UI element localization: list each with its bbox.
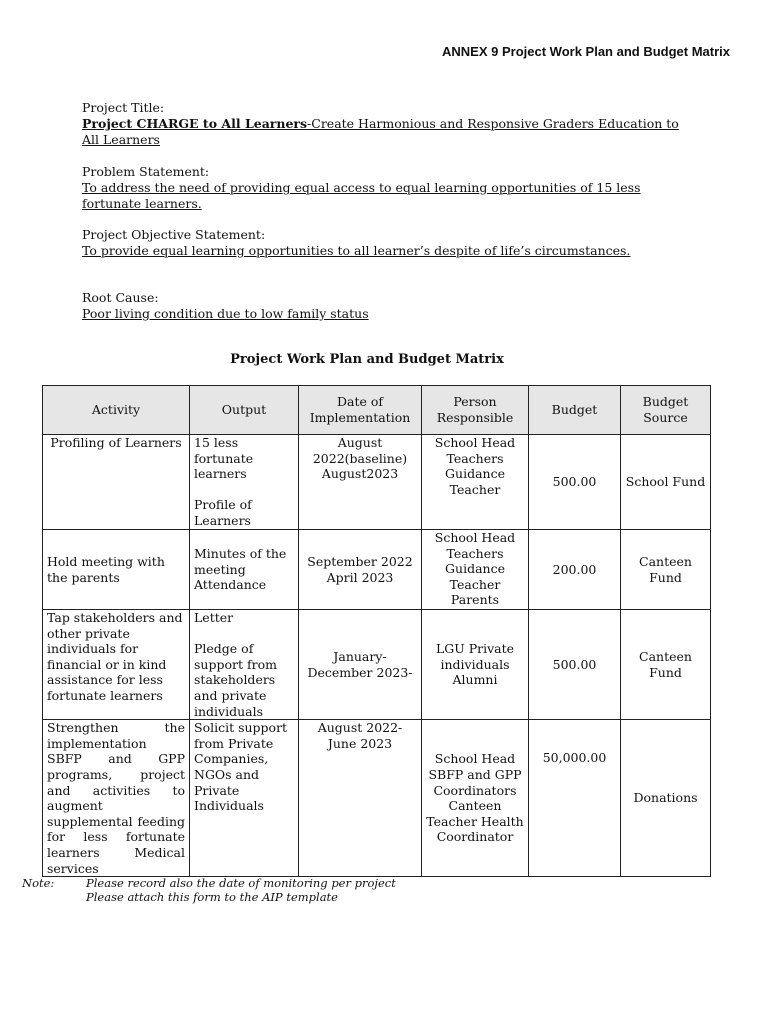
matrix-title: Project Work Plan and Budget Matrix	[230, 352, 504, 367]
header-activity: Activity	[43, 386, 190, 435]
cell-activity: Tap stakeholders and other private individuals for financial or in kind assistance for less fortunate learners	[43, 610, 190, 720]
note-section	[22, 876, 396, 904]
cell-date: August 2022(baseline) August2023	[299, 435, 422, 530]
table-header-row	[43, 386, 711, 435]
cell-output-part: Letter	[194, 610, 234, 625]
note-line-1: Please record also the date of monitoring per project	[86, 876, 396, 890]
root-cause-value: Poor living condition due to low family status	[82, 306, 369, 321]
table-row	[43, 610, 711, 720]
problem-statement-section	[82, 164, 682, 212]
cell-output: Solicit support from Private Companies, NGOs and Private Individuals	[190, 720, 299, 877]
cell-source: School Fund	[621, 435, 711, 530]
cell-output: Minutes of the meeting Attendance	[190, 530, 299, 610]
cell-source: Canteen Fund	[621, 610, 711, 720]
cell-activity: Hold meeting with the parents	[43, 530, 190, 610]
objective-statement-label: Project Objective Statement:	[82, 227, 266, 242]
cell-person: School Head Teachers Guidance Teacher Parents	[422, 530, 529, 610]
header-output: Output	[190, 386, 299, 435]
cell-budget: 50,000.00	[529, 720, 621, 877]
project-title-value	[82, 116, 682, 148]
cell-budget: 500.00	[529, 610, 621, 720]
objective-statement-section	[82, 227, 682, 259]
header-person: Person Responsible	[422, 386, 529, 435]
cell-budget: 500.00	[529, 435, 621, 530]
cell-person: School Head Teachers Guidance Teacher	[422, 435, 529, 530]
note-label: Note:	[22, 876, 55, 890]
cell-person: LGU Private individuals Alumni	[422, 610, 529, 720]
cell-output	[190, 610, 299, 720]
project-title-section	[82, 100, 682, 148]
project-title-label: Project Title:	[82, 100, 165, 115]
cell-date: August 2022- June 2023	[299, 720, 422, 877]
root-cause-label: Root Cause:	[82, 290, 159, 305]
note-line-2: Please attach this form to the AIP template	[86, 890, 338, 904]
cell-output-part: 15 less fortunate learners	[194, 435, 254, 482]
table-row	[43, 720, 711, 877]
cell-source: Canteen Fund	[621, 530, 711, 610]
project-title-bold: Project CHARGE to All Learners	[82, 116, 308, 131]
objective-statement-value: To provide equal learning opportunities to all learner’s despite of life’s circumstances.	[82, 243, 631, 258]
header-date: Date of Implementation	[299, 386, 422, 435]
table-row	[43, 530, 711, 610]
cell-date: September 2022 April 2023	[299, 530, 422, 610]
cell-output	[190, 435, 299, 530]
header-budget: Budget	[529, 386, 621, 435]
project-title-rest: -Create Harmonious and Responsive Graders Education to All Learners	[82, 116, 679, 147]
cell-source: Donations	[621, 720, 711, 877]
cell-output-part: Pledge of support from stakeholders and private individuals	[194, 641, 277, 719]
annex-header: ANNEX 9 Project Work Plan and Budget Matrix	[442, 44, 730, 59]
cell-output-part: Profile of Learners	[194, 497, 252, 528]
cell-activity: Strengthen the implementation SBFP and GPP programs, project and activities to augment supplemental feeding for less fortunate learners Medical services	[43, 720, 190, 877]
cell-budget: 200.00	[529, 530, 621, 610]
cell-activity: Profiling of Learners	[43, 435, 190, 530]
problem-statement-value: To address the need of providing equal access to equal learning opportunities of 15 less fortunate learners.	[82, 180, 641, 211]
root-cause-section	[82, 290, 682, 322]
problem-statement-label: Problem Statement:	[82, 164, 210, 179]
cell-person: School Head SBFP and GPP Coordinators Canteen Teacher Health Coordinator	[422, 720, 529, 877]
cell-date: January-December 2023-	[299, 610, 422, 720]
table-row	[43, 435, 711, 530]
work-plan-table	[42, 385, 711, 877]
header-source: Budget Source	[621, 386, 711, 435]
